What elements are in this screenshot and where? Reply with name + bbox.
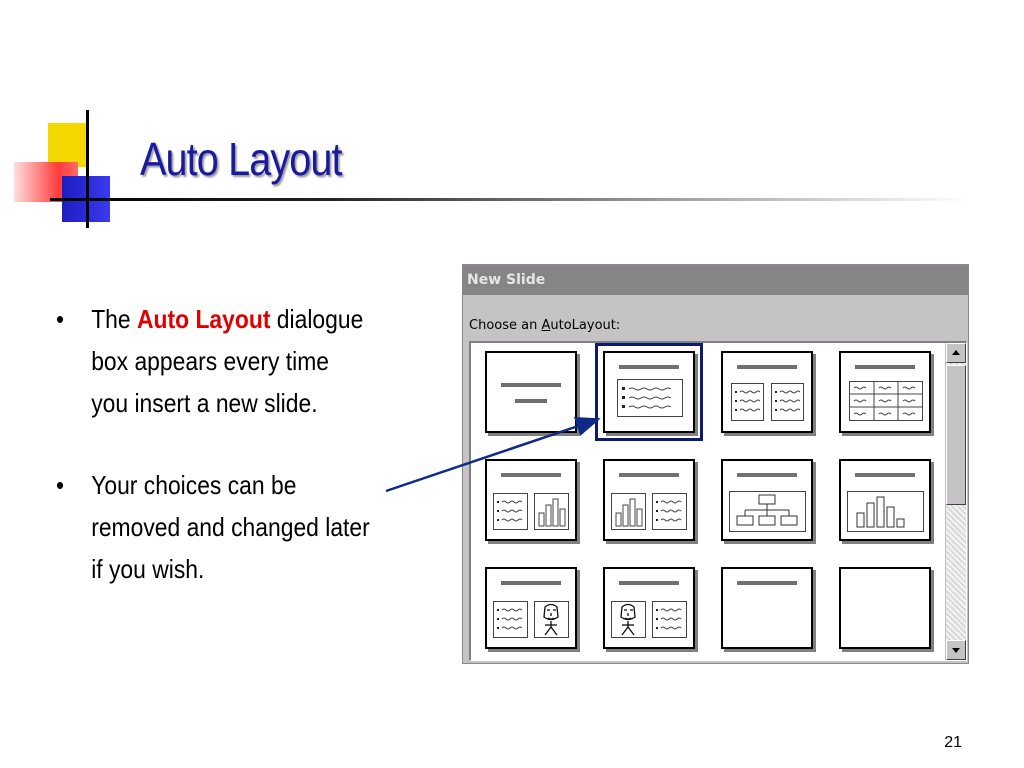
scroll-thumb[interactable] bbox=[946, 365, 966, 505]
layout-table[interactable] bbox=[839, 351, 931, 433]
bullet-text: The bbox=[91, 304, 137, 334]
title-bar-shape bbox=[619, 473, 679, 477]
title-bar-shape bbox=[619, 365, 679, 369]
highlighted-term: Auto Layout bbox=[136, 304, 271, 334]
prompt-text: Choose an bbox=[469, 318, 542, 333]
bullet-dot: • bbox=[56, 470, 65, 500]
bullet-item bbox=[56, 298, 408, 424]
title-decoration-vertical-line bbox=[86, 110, 89, 228]
layout-text-and-chart[interactable] bbox=[485, 459, 577, 541]
bulleted-text-box-icon bbox=[617, 379, 683, 417]
prompt-text: utoLayout: bbox=[550, 318, 621, 333]
layout-grid-scrollbar[interactable] bbox=[945, 343, 966, 660]
arrow-down-icon bbox=[952, 648, 960, 653]
clip-art-and-text-icon bbox=[611, 601, 689, 639]
layout-bulleted-list[interactable] bbox=[603, 351, 695, 433]
layout-chart[interactable] bbox=[839, 459, 931, 541]
chart-icon bbox=[847, 491, 925, 533]
title-decoration-yellow-square bbox=[48, 123, 88, 167]
title-bar-shape bbox=[737, 365, 797, 369]
bullet-line: if you wish. bbox=[91, 554, 205, 584]
organization-chart-icon bbox=[729, 491, 807, 533]
bullet-line: you insert a new slide. bbox=[91, 388, 318, 418]
layout-blank[interactable] bbox=[839, 567, 931, 649]
page-number: 21 bbox=[944, 734, 962, 751]
subtitle-bar-shape bbox=[515, 399, 547, 403]
layout-title-only[interactable] bbox=[721, 567, 813, 649]
scroll-up-button[interactable] bbox=[946, 343, 966, 363]
layout-clip-art-and-text[interactable] bbox=[603, 567, 695, 649]
arrow-up-icon bbox=[952, 350, 960, 355]
layout-grid bbox=[469, 341, 967, 661]
text-and-clip-art-icon bbox=[493, 601, 571, 639]
layout-organization-chart[interactable] bbox=[721, 459, 813, 541]
bullet-line: box appears every time bbox=[91, 346, 330, 376]
title-bar-shape bbox=[737, 473, 797, 477]
bullet-text: dialogue bbox=[270, 304, 364, 334]
title-bar-shape bbox=[737, 581, 797, 585]
table-icon bbox=[849, 381, 923, 421]
two-column-text-icon bbox=[731, 383, 805, 421]
layout-two-column-text[interactable] bbox=[721, 351, 813, 433]
title-bar-shape bbox=[501, 383, 561, 387]
bullet-line: removed and changed later bbox=[91, 512, 370, 542]
chart-and-text-icon bbox=[611, 493, 689, 531]
bullet-item bbox=[56, 464, 408, 590]
text-and-chart-icon bbox=[493, 493, 571, 531]
title-bar-shape bbox=[855, 365, 915, 369]
title-bar-shape bbox=[501, 581, 561, 585]
title-bar-shape bbox=[619, 581, 679, 585]
layout-title-slide[interactable] bbox=[485, 351, 577, 433]
slide-title: Auto Layout bbox=[140, 133, 342, 185]
prompt-accelerator: A bbox=[541, 318, 551, 333]
new-slide-dialog bbox=[462, 264, 969, 664]
autolayout-prompt bbox=[469, 318, 620, 333]
layout-chart-and-text[interactable] bbox=[603, 459, 695, 541]
bullet-dot: • bbox=[56, 304, 65, 334]
scroll-down-button[interactable] bbox=[946, 640, 966, 660]
layout-text-and-clip-art[interactable] bbox=[485, 567, 577, 649]
dialog-title: New Slide bbox=[463, 265, 968, 295]
bullet-line: Your choices can be bbox=[91, 470, 297, 500]
bullet-line bbox=[91, 298, 408, 340]
title-bar-shape bbox=[501, 473, 561, 477]
title-bar-shape bbox=[855, 473, 915, 477]
title-underline bbox=[50, 198, 970, 201]
bullet-list bbox=[56, 298, 408, 630]
